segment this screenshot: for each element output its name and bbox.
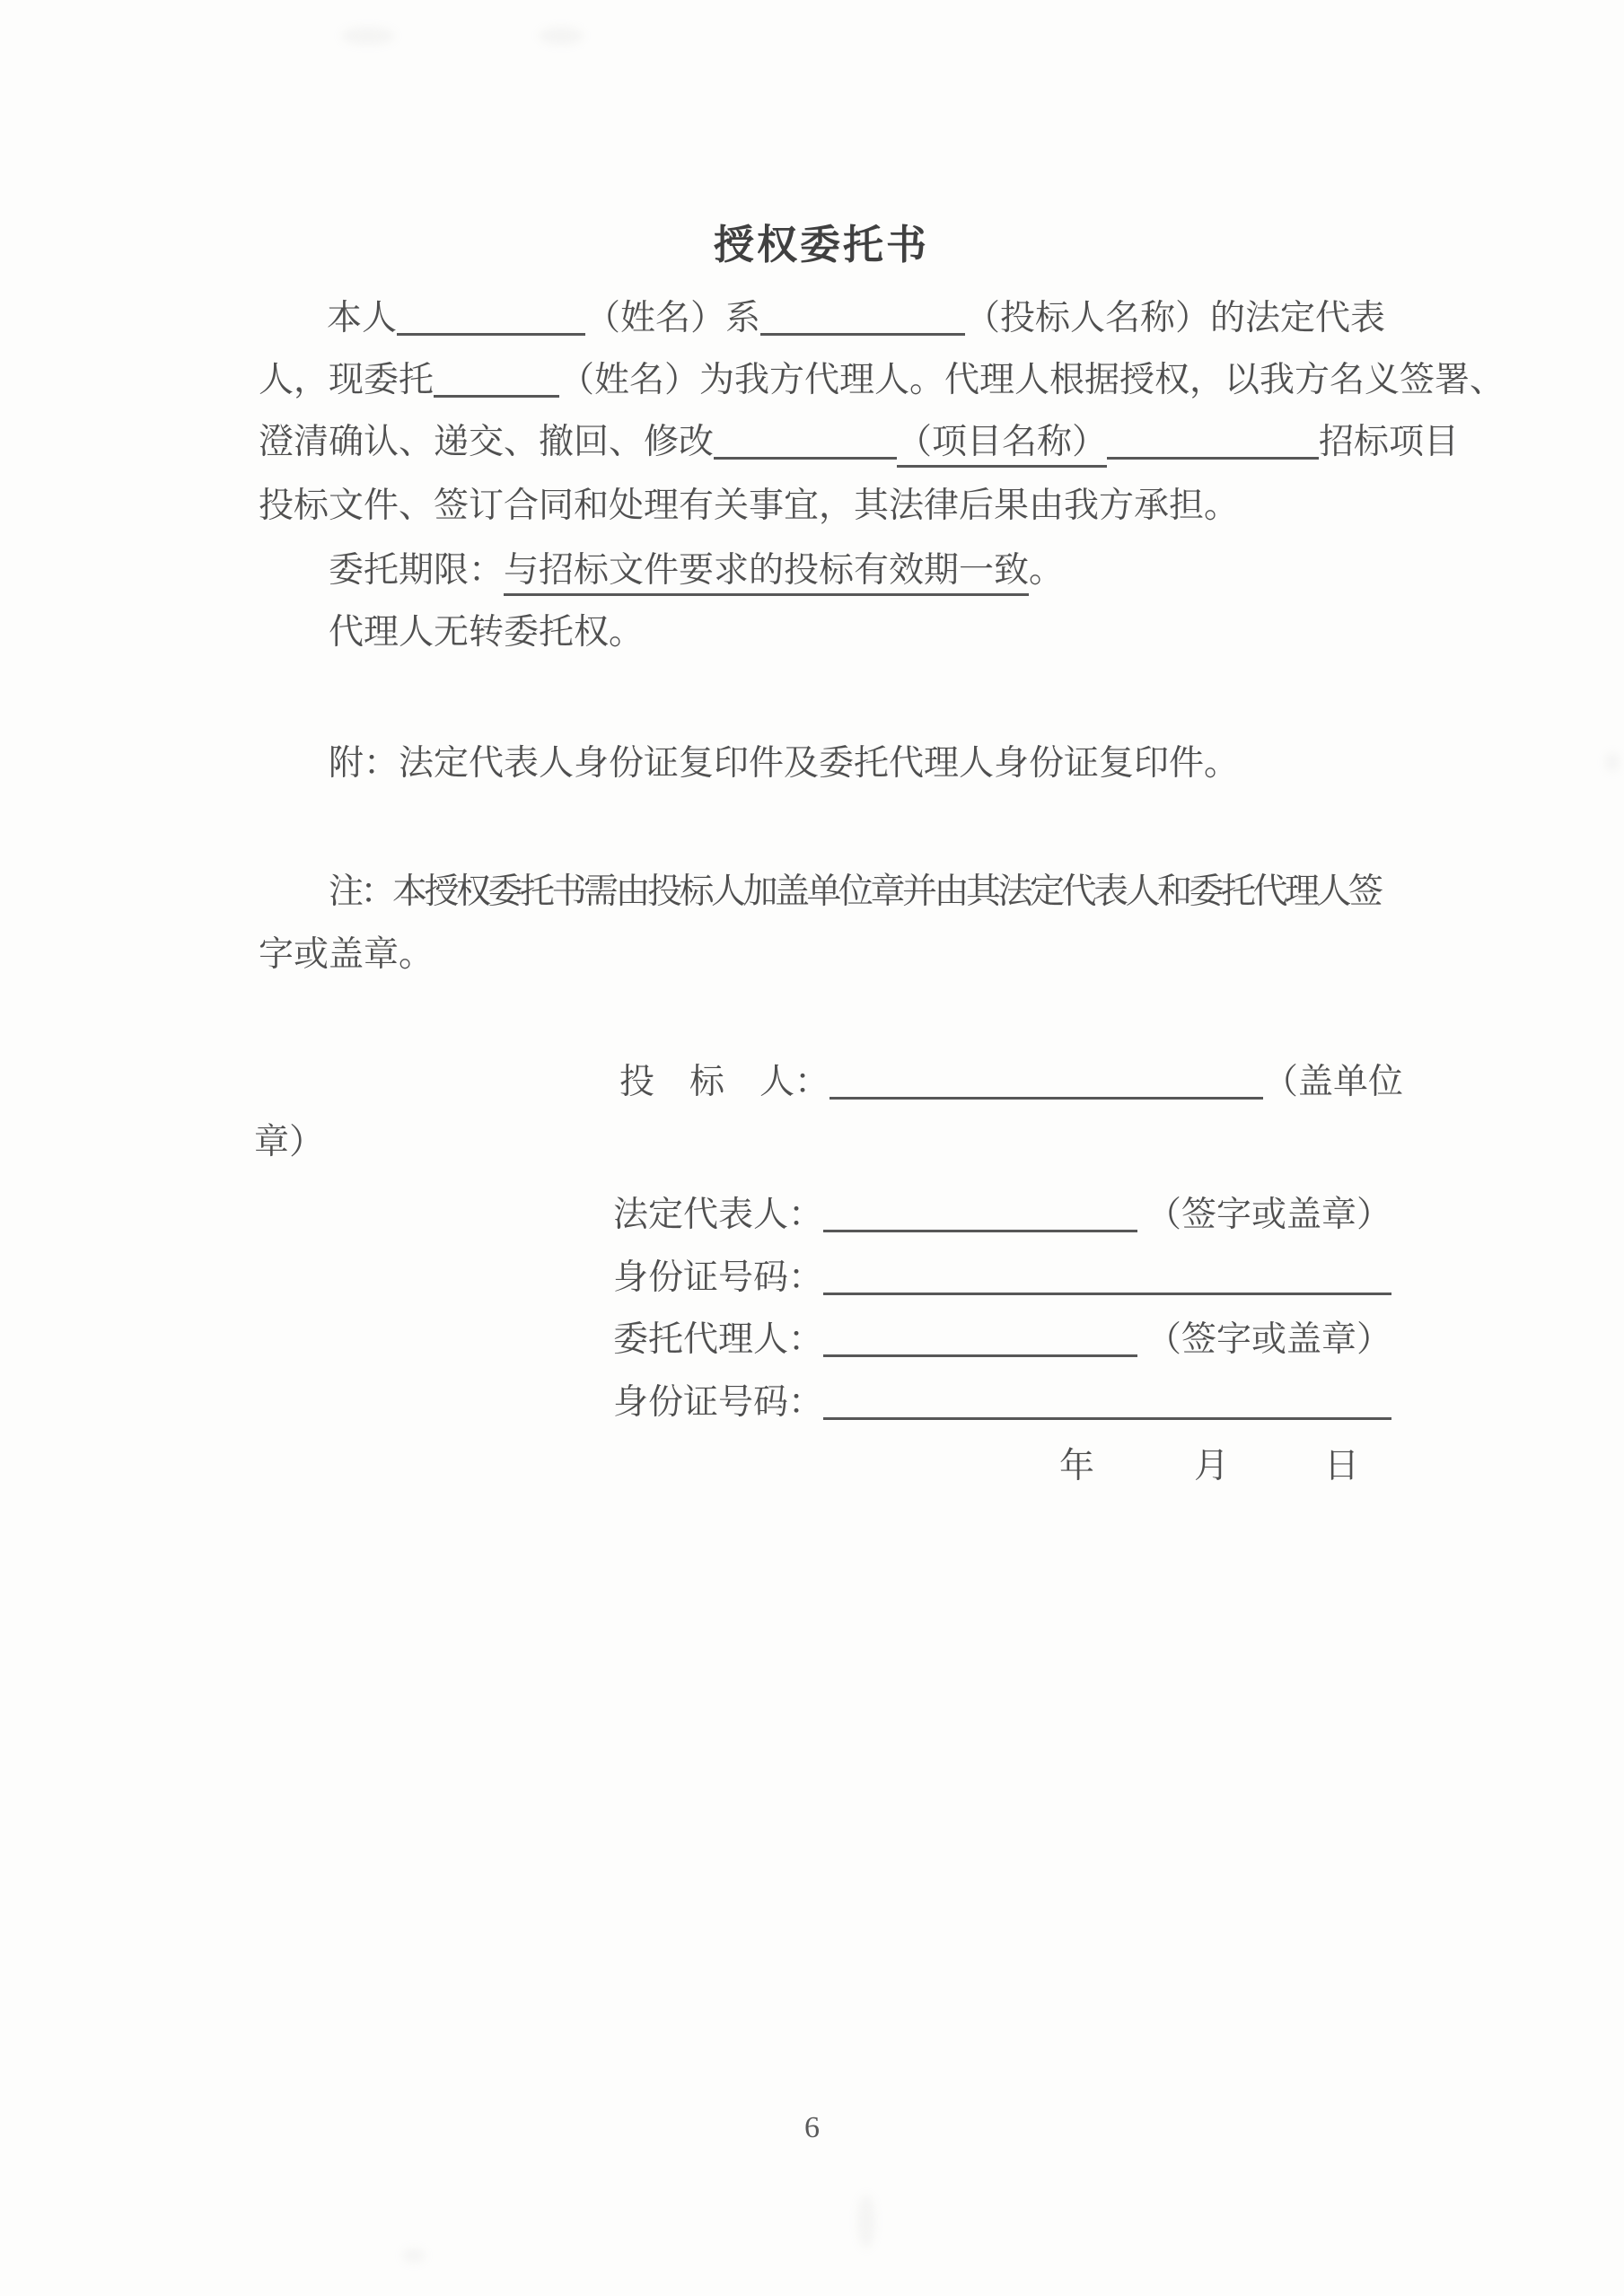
duration-line — [329, 548, 1064, 593]
project-name-blank-left — [714, 425, 897, 460]
page-number: 6 — [804, 2111, 820, 2144]
project-name-placeholder: （项目名称） — [897, 423, 1107, 468]
duration-value: 与招标文件要求的投标有效期一致 — [504, 551, 1029, 596]
id-number-label: 身份证号码： — [613, 1258, 824, 1297]
body-text: 人，现委托 — [259, 361, 435, 399]
paragraph-line — [259, 484, 1239, 529]
body-text: 字或盖章。 — [259, 935, 435, 974]
body-text: （姓名）为我方代理人。代理人根据授权，以我方名义签署、 — [559, 361, 1505, 399]
scan-smudge — [341, 27, 395, 45]
bidder-seal-hint: （盖单位 — [1263, 1063, 1404, 1101]
legal-rep-signature-row — [613, 1193, 1391, 1238]
agent-signature-row — [613, 1318, 1391, 1363]
legal-rep-label: 法定代表人： — [613, 1196, 824, 1234]
principal-name-blank — [397, 301, 585, 336]
bidder-signature-line — [830, 1065, 1263, 1100]
date-day-label: 日 — [1324, 1447, 1360, 1485]
body-text: 。 — [1029, 551, 1065, 590]
body-text: 附：法定代表人身份证复印件及委托代理人身份证复印件。 — [329, 744, 1240, 783]
seal-note-line — [329, 870, 1381, 915]
no-subdelegation-line — [329, 610, 644, 655]
project-name-blank-right — [1107, 425, 1319, 460]
body-text: 代理人无转委托权。 — [329, 613, 645, 652]
scan-smudge — [402, 2248, 426, 2263]
sign-or-seal-hint: （签字或盖章） — [1146, 1196, 1392, 1234]
paragraph-line — [259, 420, 1459, 465]
agent-name-blank — [434, 363, 559, 398]
agent-label: 委托代理人： — [613, 1320, 824, 1359]
legal-rep-id-row — [613, 1256, 1391, 1301]
attachment-note-line — [329, 741, 1239, 786]
bidder-name-blank — [760, 301, 965, 336]
agent-id-line — [823, 1385, 1391, 1420]
bidder-signature-row — [619, 1060, 1403, 1105]
scan-smudge — [1605, 752, 1620, 772]
scan-smudge — [539, 27, 584, 45]
duration-label: 委托期限： — [329, 551, 505, 590]
seal-note-line — [259, 933, 434, 977]
body-text: 注：本授权委托书需由投标人加盖单位章并由其法定代表人和委托代理人签 — [329, 872, 1381, 911]
body-text: （投标人名称）的法定代表 — [965, 299, 1386, 337]
date-month-label: 月 — [1194, 1447, 1230, 1485]
legal-rep-id-line — [823, 1260, 1391, 1295]
agent-signature-line — [823, 1322, 1137, 1357]
paragraph-line — [327, 296, 1385, 341]
body-text: 投标文件、签订合同和处理有关事宜，其法律后果由我方承担。 — [259, 486, 1240, 525]
id-number-label: 身份证号码： — [613, 1383, 824, 1422]
document-title: 授权委托书 — [713, 223, 929, 267]
body-text: 本人 — [327, 299, 398, 337]
legal-rep-signature-line — [823, 1197, 1137, 1232]
body-text: 招标项目 — [1319, 423, 1460, 461]
scan-smudge — [857, 2195, 875, 2248]
bidder-seal-hint-wrap — [254, 1120, 324, 1165]
sign-or-seal-hint: （签字或盖章） — [1146, 1320, 1392, 1359]
body-text: 澄清确认、递交、撤回、修改 — [259, 423, 715, 461]
bidder-seal-hint: 章） — [254, 1123, 325, 1161]
date-row — [1059, 1444, 1359, 1489]
date-year-label: 年 — [1059, 1447, 1095, 1485]
agent-id-row — [613, 1380, 1391, 1425]
bidder-label: 投 标 人： — [619, 1063, 830, 1101]
paragraph-line — [259, 358, 1505, 403]
body-text: （姓名）系 — [585, 299, 761, 337]
